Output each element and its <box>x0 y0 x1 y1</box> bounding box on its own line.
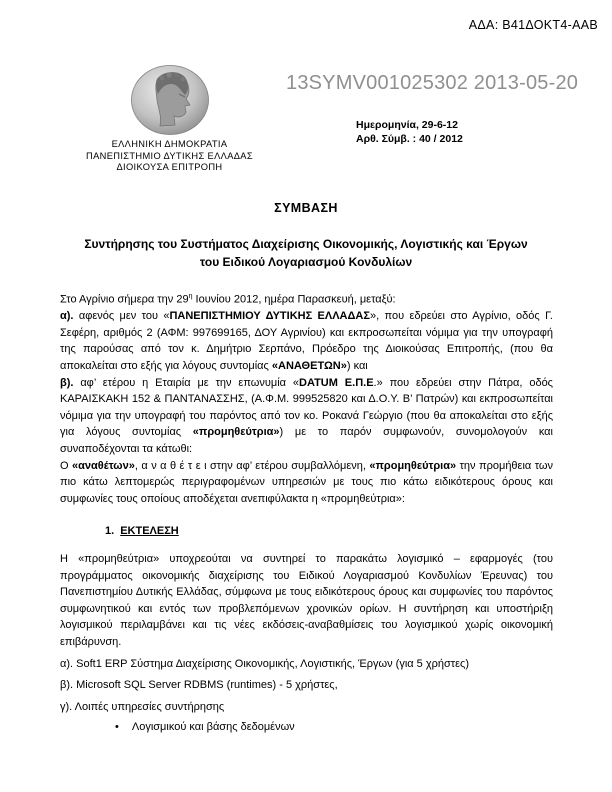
subtitle-line-2: του Ειδικού Λογαριασμού Κονδυλίων <box>199 255 413 269</box>
text-segment: α). <box>60 310 74 323</box>
text-segment: αφ’ ετέρου η Εταιρία με την επωνυμία « <box>73 376 300 389</box>
contract-number-line: Αρθ. Σύμβ. : 40 / 2012 <box>356 132 463 145</box>
text-segment: α ν α θ έ τ ε ι <box>141 459 207 472</box>
coin-logo-icon <box>129 64 211 136</box>
list-item-a: α). Soft1 ERP Σύστημα Διαχείρισης Οικονομικής, Λογιστικής, Έργων (για 5 χρήστες) <box>60 657 470 670</box>
section-title: ΕΚΤΕΛΕΣΗ <box>120 525 179 538</box>
party-a-paragraph <box>60 308 553 374</box>
ada-code: ΑΔΑ: Β41ΔΟΚΤ4-ΑΑΒ <box>468 18 598 32</box>
text-segment: αφενός μεν του « <box>73 310 170 323</box>
org-line-republic: ΕΛΛΗΝΙΚΗ ΔΗΜΟΚΡΑΤΙΑ <box>111 139 228 149</box>
text-segment: .» που εδρεύει στην Πάτρα, οδός ΚΑΡΑΙΣΚΑΚΗ 152 & ΠΑΝΤΑΝΑΣΣΗΣ, (Α.Φ.Μ. 999525820 και Δ.Ο.Υ. Β’ Πατρών) και εκπροσωπείται νόμιμα για την υπογραφή του παρόντος από τον κο. Ροκανά Γεώργιο (που θα αποκαλείται στο εξής για λόγους συντομίας <box>60 376 553 439</box>
date-line: Ημερομηνία, 29-6-12 <box>356 119 458 131</box>
text-segment: Ιουνίου 2012, ημέρα Παρασκευή, μεταξύ: <box>192 293 396 306</box>
intro-paragraph <box>60 289 553 308</box>
party-b-paragraph <box>60 375 553 458</box>
text-segment: β). <box>60 376 74 389</box>
text-segment: », που εδρεύει στο Αγρίνιο, οδός Γ. Σεφέρη, αριθμός 2 (ΑΦΜ: 997699165, ΔΟΥ Αγρινίου) και εκπροσωπείται νόμιμα για την υπογραφή της παρούσας από τον κ. Δημήτριο Σερπάνο, Πρόεδρο της Διοικούσας Επιτροπής, (που θα αποκαλείται στο εξής για λόγους συντομίας <box>60 310 553 373</box>
ordinal-superscript: η <box>188 293 193 300</box>
contract-meta <box>356 119 463 146</box>
text-segment: την προμήθεια των πιο κάτω λεπτομερώς περιγραφομένων υπηρεσιών με τους πιο κάτω ειδικότερους όρους και συμφωνίες τους οποίους αποδέχεται ανεπιφύλακτα η «προμηθεύτρια»: <box>60 459 553 505</box>
assignment-paragraph <box>60 458 553 508</box>
bullet-icon: • <box>115 721 119 734</box>
section-1-paragraph: Η «προμηθεύτρια» υποχρεούται να συντηρεί το παρακάτω λογισμικό – εφαρμογές (του προγράμματος οικονομικής διαχείρισης του Ειδικού Λογαριασμού Κονδυλίων Έρευνας) του Πανεπιστημίου Δυτικής Ελλάδας, σύμφωνα με τους ειδικότερους όρους και συμφωνίες του παρόντος συμφωνητικού και εντός των προβλεπόμενων χρονικών ορίων. Η συντήρηση και υποστήριξη λογισμικού περιλαμβάνει και τις νέες εκδόσεις-αναβαθμίσεις του λογισμικού χωρίς οικονομική επιβάρυνση. <box>60 552 553 648</box>
contract-subtitle <box>30 235 582 271</box>
text-segment: Ο <box>60 459 73 472</box>
bullet-text: Λογισμικού και βάσης δεδομένων <box>131 721 295 734</box>
list-item-b: β). Microsoft SQL Server RDBMS (runtimes) - 5 χρήστες, <box>60 679 338 692</box>
text-segment: «ΑΝΑΘΕΤΩΝ» <box>271 360 347 373</box>
text-segment: «προμηθεύτρια» <box>192 426 280 439</box>
text-segment: ) με το παρόν συμφωνούν, συνομολογούν και συναποδέχονται τα κάτωθι: <box>60 426 553 455</box>
list-item-c: γ). Λοιπές υπηρεσίες συντήρησης <box>60 700 225 713</box>
text-segment: «αναθέτων» <box>72 459 135 472</box>
registry-code: 13SYMV001025302 2013-05-20 <box>286 72 579 94</box>
text-segment: ) και <box>346 360 368 373</box>
text-segment: Στο Αγρίνιο σήμερα την 29 <box>60 293 189 306</box>
issuer-block <box>52 64 287 174</box>
section-number: 1. <box>105 525 115 538</box>
contract-title: ΣΥΜΒΑΣΗ <box>274 201 338 215</box>
contract-body <box>60 289 553 736</box>
org-line-university: ΠΑΝΕΠΙΣΤΗΜΙΟ ΔΥΤΙΚΗΣ ΕΛΛΑΔΑΣ <box>86 150 253 161</box>
subtitle-line-1: Συντήρησης του Συστήματος Διαχείρισης Οικονομικής, Λογιστικής και Έργων <box>84 237 528 251</box>
bullet-item <box>60 719 553 736</box>
text-segment: ΠΑΝΕΠΙΣΤΗΜΙΟΥ ΔΥΤΙΚΗΣ ΕΛΛΑΔΑΣ <box>169 310 370 323</box>
text-segment: DATUM Ε.Π.Ε <box>299 376 374 389</box>
text-segment: «προμηθεύτρια» <box>369 459 457 472</box>
org-line-committee: ΔΙΟΙΚΟΥΣΑ ΕΠΙΤΡΟΠΗ <box>116 162 223 172</box>
text-segment: , <box>134 459 142 472</box>
section-1-heading <box>105 523 553 540</box>
text-segment: στην αφ’ ετέρου συμβαλλόμενη, <box>206 459 370 472</box>
